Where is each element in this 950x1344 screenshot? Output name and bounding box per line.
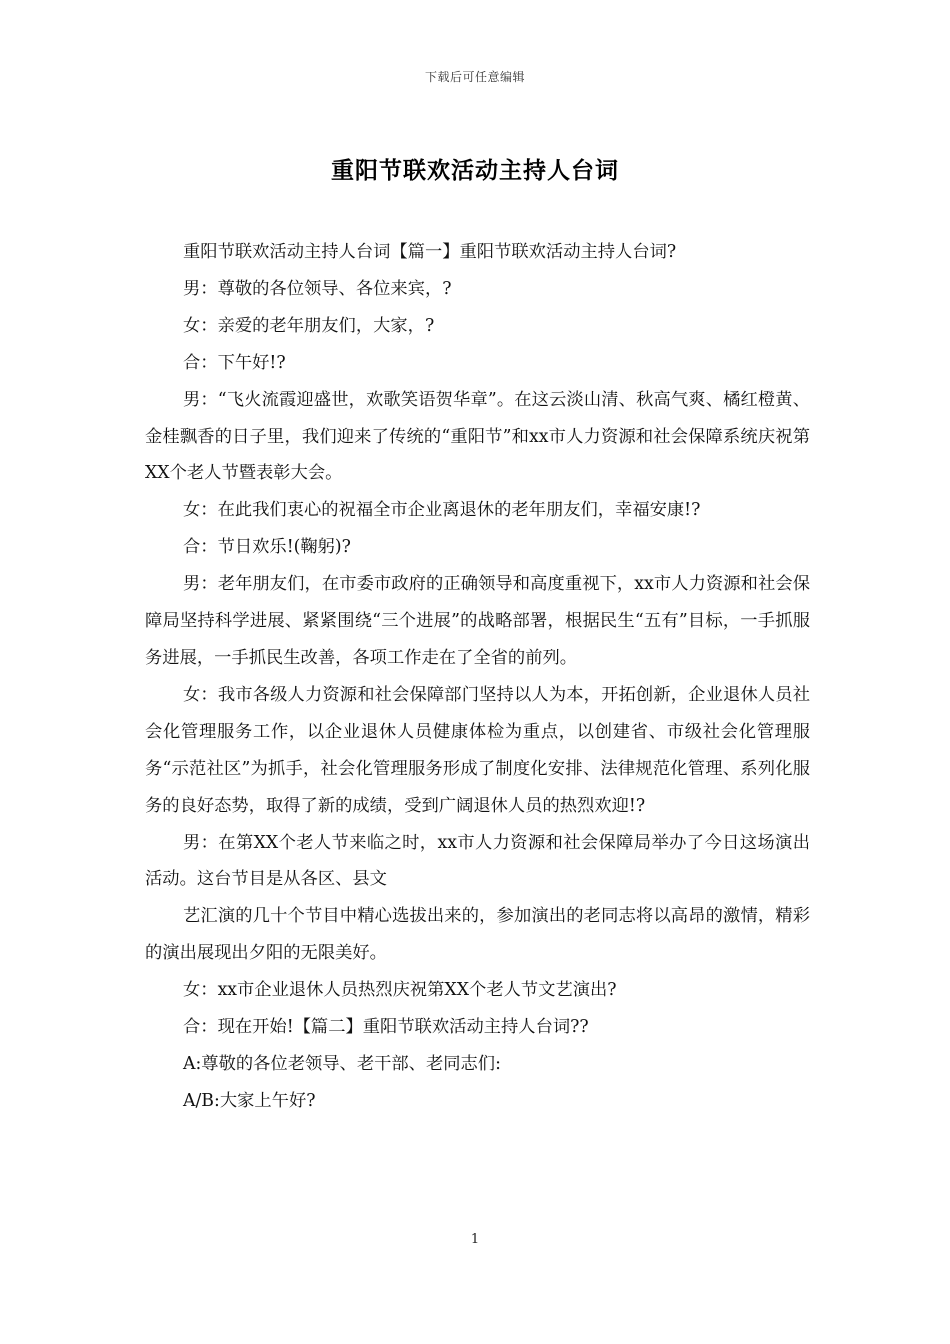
paragraph: 合：节日欢乐!(鞠躬)? (183, 537, 351, 558)
document-body (145, 234, 810, 1120)
header-note: 下载后可任意编辑 (424, 70, 525, 84)
paragraph: 女：亲爱的老年朋友们，大家，? (183, 315, 435, 336)
paragraph: 合：下午好!? (183, 352, 286, 373)
paragraph: 重阳节联欢活动主持人台词【篇一】重阳节联欢活动主持人台词? (183, 242, 677, 262)
paragraph: 男：尊敬的各位领导、各位来宾，? (183, 278, 452, 299)
paragraph: 女：xx市企业退休人员热烈庆祝第XX个老人节文艺演出? (183, 980, 617, 1001)
paragraph: 男：“飞火流霞迎盛世，欢歌笑语贺华章”。在这云淡山清、秋高气爽、橘红橙黄、金桂飘香的日子里，我们迎来了传统的“重阳节”和xx市人力资源和社会保障系统庆祝第XX个老人节暨表彰大会。 (145, 389, 810, 484)
paragraph: 男：老年朋友们，在市委市政府的正确领导和高度重视下，xx市人力资源和社会保障局坚持科学进展、紧紧围绕“三个进展”的战略部署，根据民生“五有”目标，一手抓服务进展，一手抓民生改善，各项工作走在了全省的前列。 (145, 574, 810, 668)
paragraph: A/B:大家上午好? (183, 1090, 316, 1111)
paragraph: 合：现在开始!【篇二】重阳节联欢活动主持人台词?? (183, 1017, 589, 1038)
paragraph: 艺汇演的几十个节目中精心选拔出来的，参加演出的老同志将以高昂的激情，精彩的演出展现出夕阳的无限美好。 (145, 906, 810, 964)
paragraph: 男：在第XX个老人节来临之时，xx市人力资源和社会保障局举办了今日这场演出活动。这台节目是从各区、县文 (145, 832, 810, 890)
page-number: 1 (470, 1232, 480, 1247)
paragraph: 女：在此我们衷心的祝福全市企业离退休的老年朋友们，幸福安康!? (183, 500, 701, 521)
paragraph: 女：我市各级人力资源和社会保障部门坚持以人为本，开拓创新，企业退休人员社会化管理服务工作，以企业退休人员健康体检为重点，以创建省、市级社会化管理服务“示范社区”为抓手，社会化管理服务形成了制度化安排、法律规范化管理、系列化服务的良好态势，取得了新的成绩，受到广阔退休人员的热烈欢迎!? (145, 684, 810, 816)
paragraph: A:尊敬的各位老领导、老干部、老同志们: (183, 1053, 501, 1074)
document-title: 重阳节联欢活动主持人台词 (331, 157, 619, 184)
